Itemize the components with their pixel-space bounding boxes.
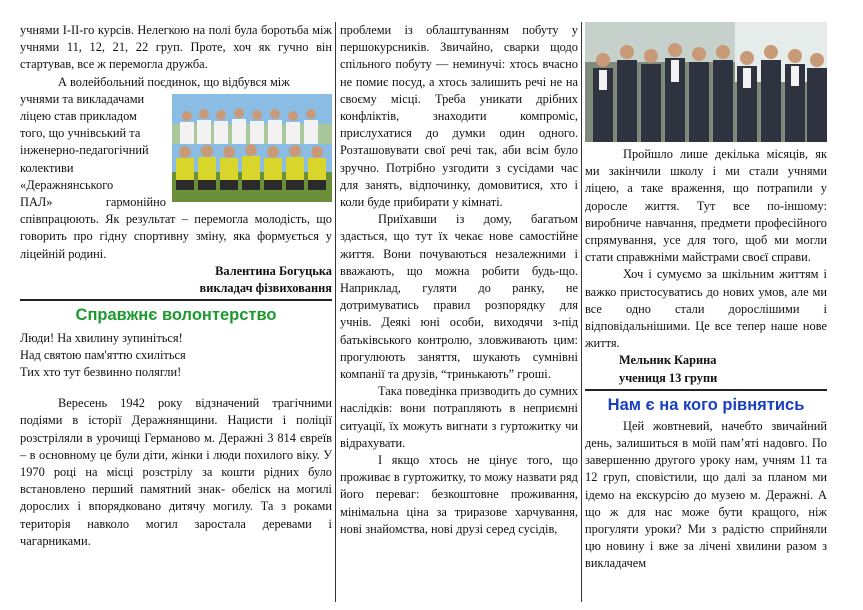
column-divider: [335, 22, 336, 602]
author-name: Валентина Богуцька: [215, 263, 332, 278]
article-paragraph: Хоч і сумуємо за шкільним життям і важко пристосуватись до нових умов, але ми все одно стали дорослішими і відповідальнішими. Це все тепер наше нове життя.: [585, 267, 827, 351]
article-paragraph: Пройшло лише декілька місяців, як ми закінчили школу і ми стали учнями ліцею, а таке враження, що потрапили у доросле життя. Тут все по-іншому: виробниче навчання, предмети професійного спрямування, усе для того, щоб ми могли стати справжніми майстрами своєї справи.: [585, 147, 827, 265]
poem-line: Тих хто тут безвинно полягли!: [20, 365, 182, 380]
poem-line: Над святою пам'яттю схиліться: [20, 348, 186, 363]
article-paragraph: учнями та викладачами ліцею став прикладом того, що учнівський та інженерно-педагогічний колективи «Деражнянського: [20, 91, 149, 192]
article-paragraph: Вересень 1942 року відзначений трагічними подіями в історії Деражнянщини. Нацисти і поліції розстріляли в урочищі Германово м. Деражні 3 814 євреїв – в основному це були діти, жінки і люди похилого віку. У 1970 році на місці розстрілу за кошти рідних було встановлено перший памятний знак- обеліск на могилі дорослих і впорядковано дитячу могилу. Та з роками територія навколо могил заростала деревами і чагарниками.: [20, 396, 332, 548]
article-paragraph: проблеми із облаштуванням побуту у першокурсників. Звичайно, сварки щодо спільного побуту — неминучі: хтось вчасно не помиє посуд, а хтось залишить речі не на своєму місці. Треба уникати дрібних конфліктів, знаходити компроміс, прислухатися до думки один одного. Розташовувати свої речі так, аби всім було зручно. Потрібно узгодити з сусідами час для занять, відпочинку, домовитися, хто і коли буде прибирати у кімнаті.: [340, 23, 578, 210]
article-paragraph: учнями І-ІІ-го курсів. Нелегкою на полі була боротьба між учнями 11, 12, 21, 22 груп. Проте, хоч як гучно він стартував, все ж перемогла дружба.: [20, 23, 332, 72]
author-name: Мельник Карина: [619, 353, 717, 368]
column-divider: [581, 22, 582, 602]
section-heading: Справжнє волонтерство: [75, 306, 277, 325]
column-left: [20, 22, 332, 602]
column-middle: [340, 22, 578, 602]
article-paragraph: І якщо хтось не цінує того, що проживає в гуртожитку, то можу назвати ряд його переваг: безкоштовне проживання, мінімальна ціна за триразове харчування, нові знайомства, нові друзі серед сусідів,: [340, 453, 578, 536]
article-paragraph: Така поведінка призводить до сумних наслідків: вони потрапляють в неприємні ситуації, їх можуть вигнати з гуртожитку чи відрахувати.: [340, 384, 578, 450]
article-paragraph: Цей жовтневий, начебто звичайний день, залишиться в моїй пам’яті надовго. По завершенню другого уроку нам, учням 11 та 12 груп, сповістили, що далі за планом ми ідемо на екскурсію до музею м. Деражні. А що ж для нас може бути кращого, ніж прогуляти уроки? Ми з радістю сприйняли цю новину і вже за лічені хвилини разом з викладачем: [585, 418, 827, 571]
section-divider: [20, 299, 332, 301]
author-role: викладач фізвиховання: [199, 281, 332, 296]
section-divider: [585, 389, 827, 391]
article-paragraph: ПАЛ» гармонійно співпрацюють. Як результат – перемогла молодість, що говорить про гідну спортивну зміну, яка формується у ліцейній родині.: [20, 195, 332, 261]
article-paragraph: А волейбольний поєдинок, що відбувся між: [58, 74, 290, 89]
section-heading: Нам є на кого рівнятись: [607, 395, 805, 414]
article-paragraph: Приїхавши із дому, багатьом здасться, що тут їх чекає нове самостійне життя. Вони почуваються незалежними і вважають, що можна робити будь-що. Наприклад, гуляти до ранку, не дотримуватись правил розпорядку для учнів. Деякі юні особи, виходячи з-під батьківського контролю, зловживають цим: прогулюють заняття, шукають сумнівні компанії та друзів, “тринькають” гроші.: [340, 212, 578, 382]
poem-line: Люди! На хвилину зупиніться!: [20, 331, 183, 346]
author-role: учениця 13 групи: [619, 370, 718, 385]
column-right: [585, 22, 827, 602]
students-group-photo: [585, 22, 827, 142]
volleyball-team-photo: [172, 94, 332, 202]
